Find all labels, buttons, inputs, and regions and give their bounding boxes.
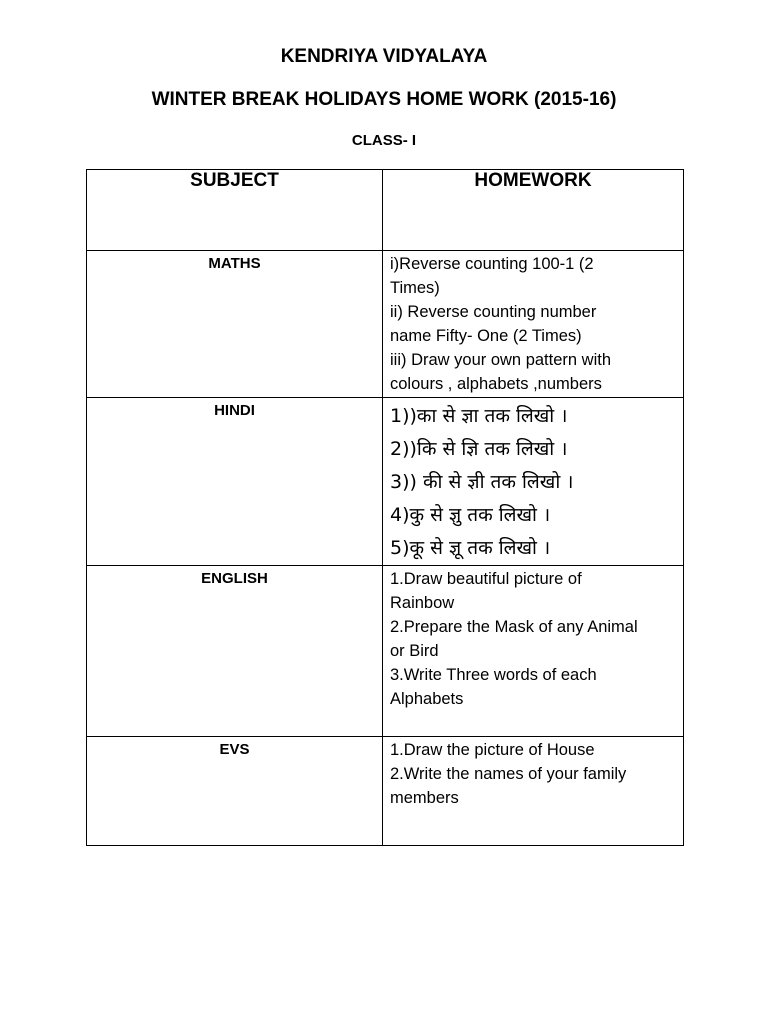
column-header-subject: SUBJECT: [87, 170, 383, 251]
table-header-row: [87, 170, 684, 251]
homework-line: name Fifty- One (2 Times): [390, 327, 582, 345]
homework-line: Times): [390, 279, 440, 297]
subject-cell: ENGLISH: [87, 566, 383, 737]
homework-line: 5)कू से ज्ञू तक लिखो ।: [390, 537, 551, 559]
page-title: WINTER BREAK HOLIDAYS HOME WORK (2015-16): [151, 89, 617, 110]
homework-line: 2.Prepare the Mask of any Animal: [390, 618, 638, 636]
homework-line: 2.Write the names of your family: [390, 765, 627, 783]
class-label: CLASS- I: [351, 132, 417, 149]
subject-cell: MATHS: [87, 251, 383, 398]
homework-line: Rainbow: [390, 594, 455, 612]
homework-line: 1.Draw the picture of House: [390, 741, 595, 759]
school-name: KENDRIYA VIDYALAYA: [280, 46, 488, 67]
homework-line: 4)कु से ज्ञु तक लिखो ।: [390, 504, 551, 526]
subject-cell: HINDI: [87, 398, 383, 566]
homework-line: 1))का से ज्ञा तक लिखो ।: [390, 405, 568, 427]
table-row: [87, 566, 684, 737]
homework-line: iii) Draw your own pattern with: [390, 351, 611, 369]
homework-line: colours , alphabets ,numbers: [390, 375, 602, 393]
column-header-homework: HOMEWORK: [383, 170, 684, 251]
homework-line: 3.Write Three words of each: [390, 666, 597, 684]
homework-line: 1.Draw beautiful picture of: [390, 570, 582, 588]
homework-line: 2))कि से ज्ञि तक लिखो ।: [390, 438, 568, 460]
subject-cell: EVS: [87, 737, 383, 846]
homework-cell: [383, 398, 684, 566]
homework-line: or Bird: [390, 642, 439, 660]
homework-line: members: [390, 789, 459, 807]
homework-line: Alphabets: [390, 690, 464, 708]
homework-table: [86, 169, 684, 846]
table-row: [87, 398, 684, 566]
homework-line: i)Reverse counting 100-1 (2: [390, 255, 594, 273]
table-row: [87, 737, 684, 846]
table-row: [87, 251, 684, 398]
homework-line: ii) Reverse counting number: [390, 303, 597, 321]
homework-line: 3)) की से ज्ञी तक लिखो ।: [390, 471, 574, 493]
homework-cell: [383, 251, 684, 398]
homework-cell: [383, 737, 684, 846]
homework-cell: [383, 566, 684, 737]
